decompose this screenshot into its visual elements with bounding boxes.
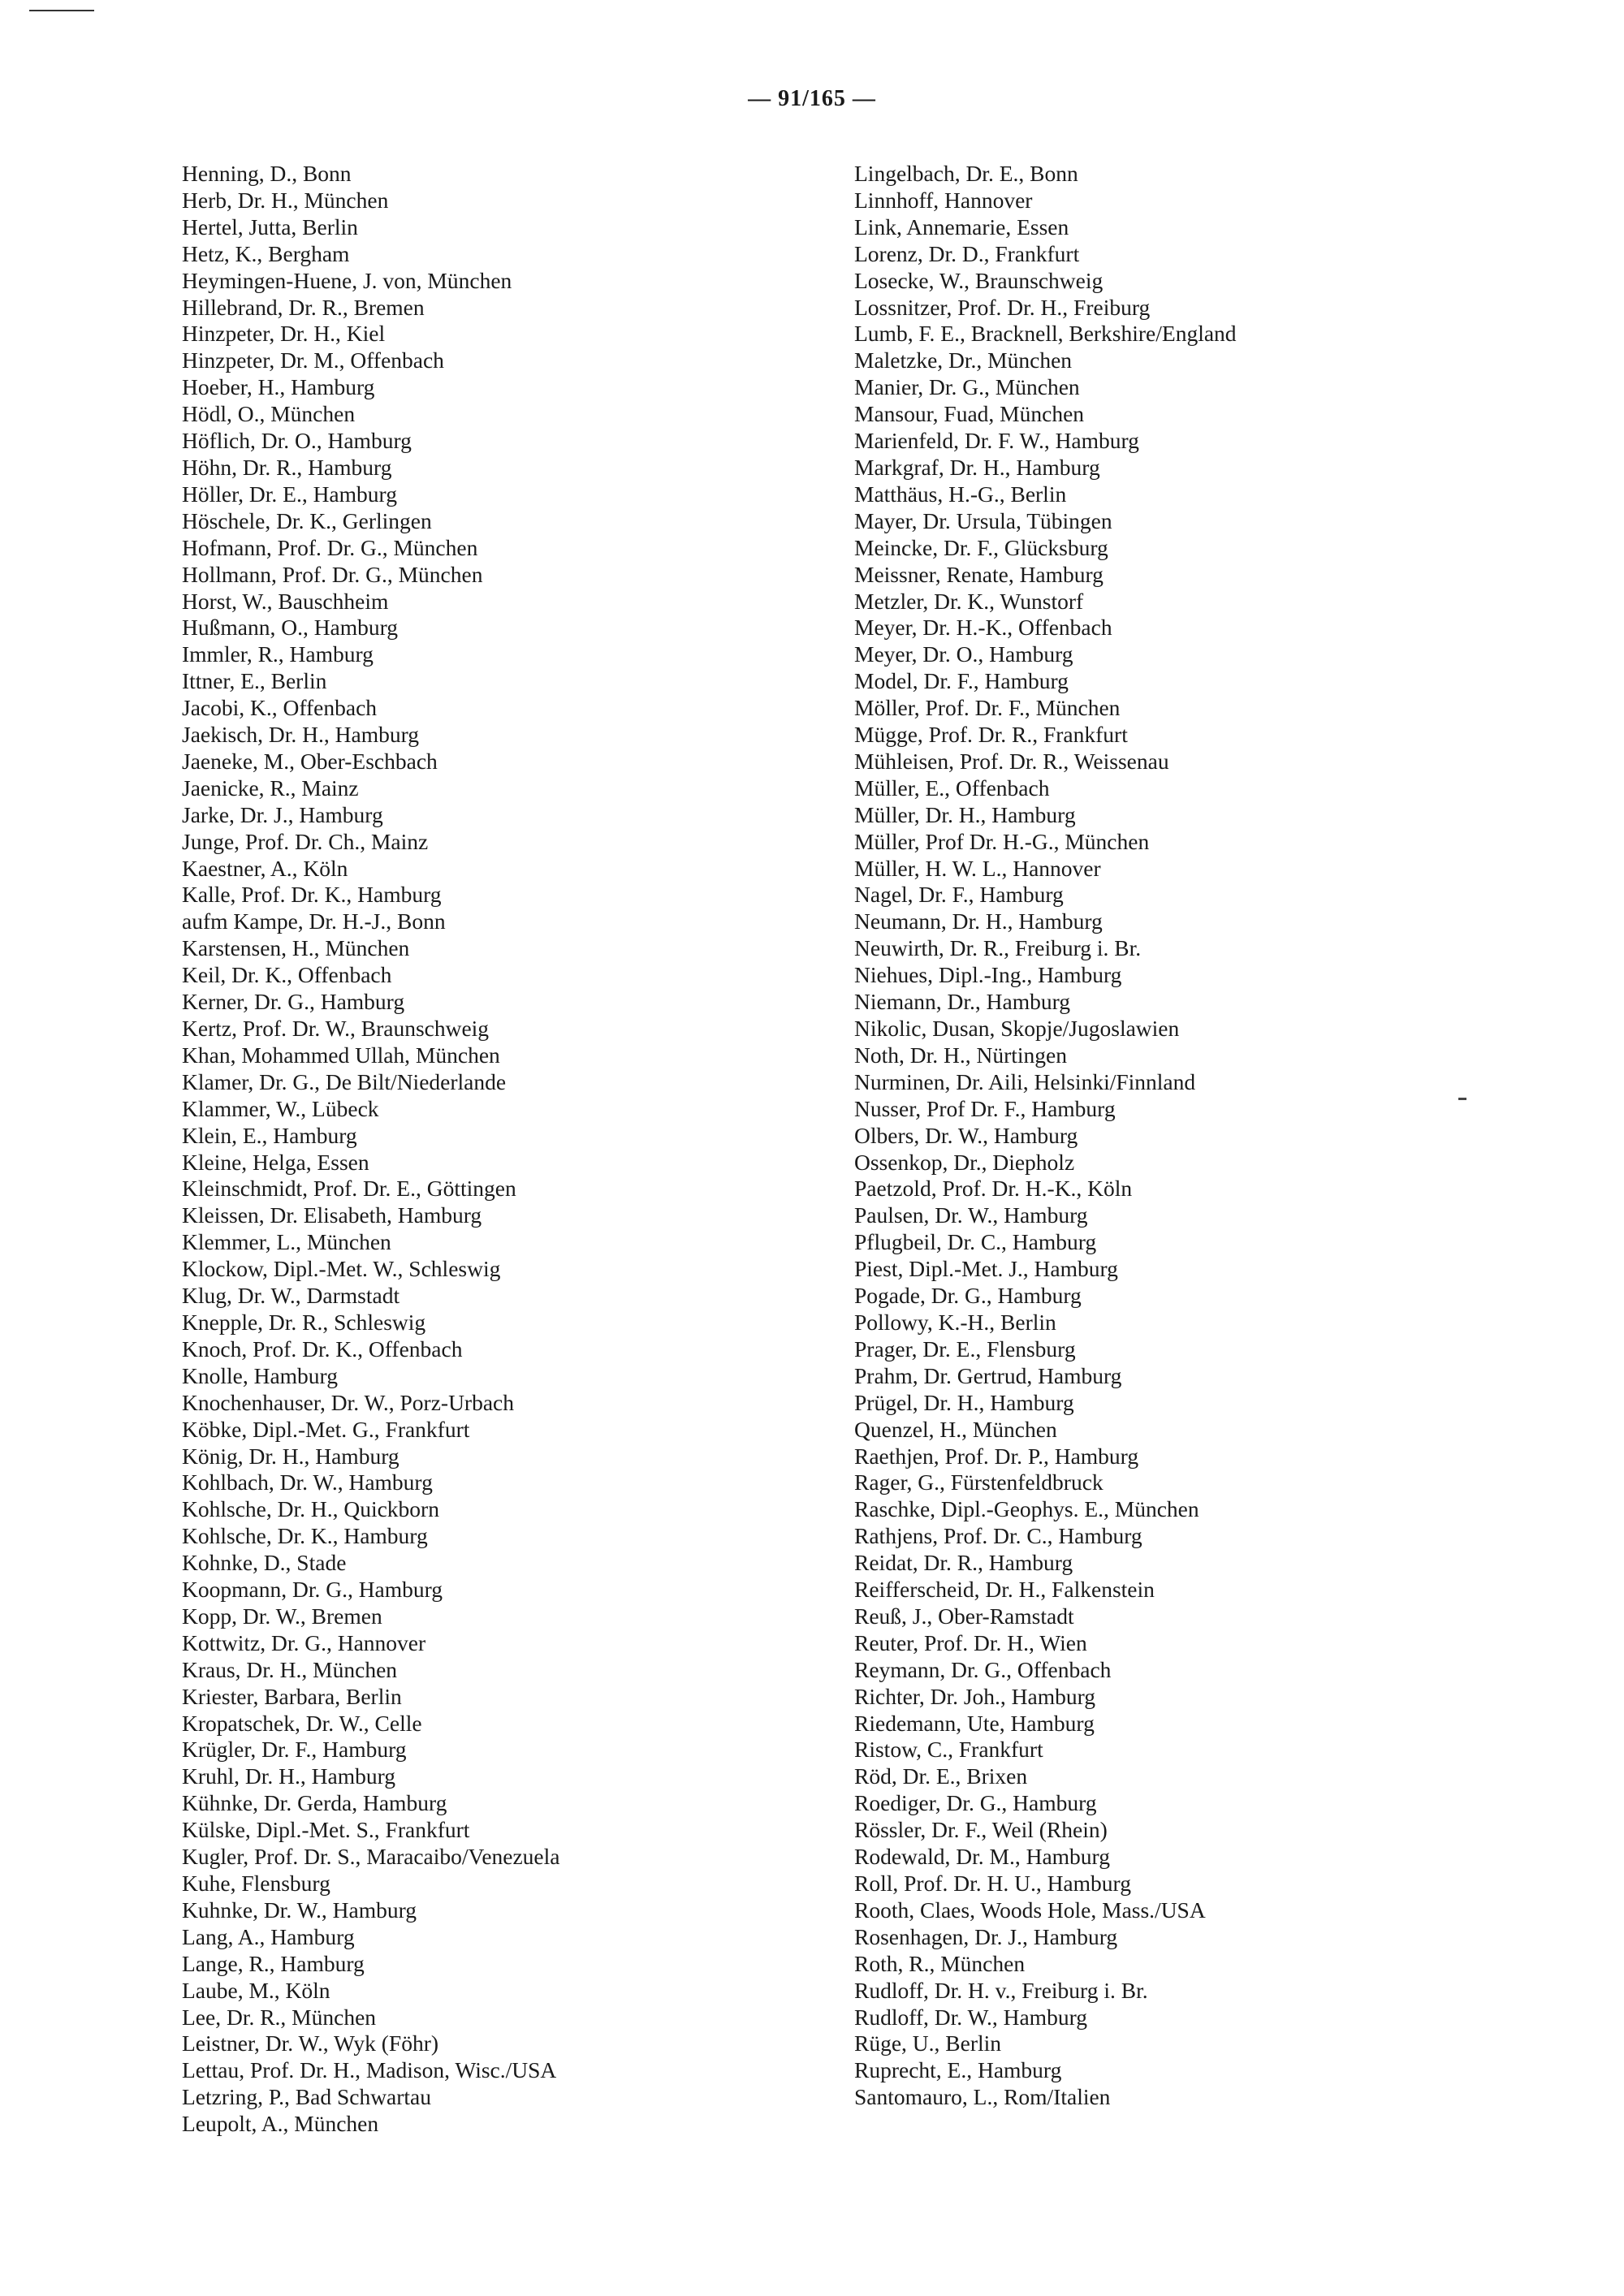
left-name-column bbox=[182, 161, 560, 2138]
name-entry: Reuß, J., Ober-Ramstadt bbox=[854, 1603, 1074, 1629]
name-entry: Neumann, Dr. H., Hamburg bbox=[854, 908, 1103, 934]
name-entry: Kopp, Dr. W., Bremen bbox=[182, 1603, 382, 1629]
name-entry: Pollowy, K.-H., Berlin bbox=[854, 1309, 1056, 1335]
name-entry: Lettau, Prof. Dr. H., Madison, Wisc./USA bbox=[182, 2057, 557, 2083]
name-entry: Niehues, Dipl.-Ing., Hamburg bbox=[854, 962, 1122, 988]
name-entry: Metzler, Dr. K., Wunstorf bbox=[854, 588, 1084, 614]
name-entry: Heymingen-Huene, J. von, München bbox=[182, 267, 512, 293]
name-entry: Prahm, Dr. Gertrud, Hamburg bbox=[854, 1362, 1122, 1388]
name-entry: Meincke, Dr. F., Glücksburg bbox=[854, 534, 1108, 560]
name-entry: Röd, Dr. E., Brixen bbox=[854, 1763, 1028, 1789]
name-entry: Rössler, Dr. F., Weil (Rhein) bbox=[854, 1817, 1108, 1843]
name-entry: Kugler, Prof. Dr. S., Maracaibo/Venezuela bbox=[182, 1844, 560, 1870]
name-entry: Prager, Dr. E., Flensburg bbox=[854, 1336, 1076, 1362]
name-entry: Prügel, Dr. H., Hamburg bbox=[854, 1389, 1074, 1415]
name-entry: Klamer, Dr. G., De Bilt/Niederlande bbox=[182, 1068, 507, 1094]
name-entry: Müller, H. W. L., Hannover bbox=[854, 855, 1101, 881]
name-entry: Kuhe, Flensburg bbox=[182, 1871, 330, 1896]
name-entry: Klockow, Dipl.-Met. W., Schleswig bbox=[182, 1256, 501, 1282]
name-entry: Reymann, Dr. G., Offenbach bbox=[854, 1656, 1112, 1682]
name-entry: Kropatschek, Dr. W., Celle bbox=[182, 1710, 422, 1736]
scan-rule-mark bbox=[29, 10, 94, 11]
name-entry: Jaeneke, M., Ober-Eschbach bbox=[182, 748, 438, 774]
name-entry: Kerner, Dr. G., Hamburg bbox=[182, 989, 405, 1015]
name-entry: Ittner, E., Berlin bbox=[182, 668, 327, 694]
name-entry: Riedemann, Ute, Hamburg bbox=[854, 1710, 1095, 1736]
name-entry: Marienfeld, Dr. F. W., Hamburg bbox=[854, 428, 1139, 454]
name-entry: Meyer, Dr. H.-K., Offenbach bbox=[854, 615, 1112, 641]
name-entry: Lumb, F. E., Bracknell, Berkshire/England bbox=[854, 321, 1237, 347]
name-entry: Höhn, Dr. R., Hamburg bbox=[182, 454, 392, 480]
name-entry: Horst, W., Bauschheim bbox=[182, 588, 389, 614]
name-entry: Pogade, Dr. G., Hamburg bbox=[854, 1283, 1082, 1309]
name-entry: Lorenz, Dr. D., Frankfurt bbox=[854, 240, 1080, 266]
name-entry: Höflich, Dr. O., Hamburg bbox=[182, 428, 412, 454]
name-entry: Richter, Dr. Joh., Hamburg bbox=[854, 1683, 1096, 1709]
name-entry: Mühleisen, Prof. Dr. R., Weissenau bbox=[854, 748, 1169, 774]
name-entry: Neuwirth, Dr. R., Freiburg i. Br. bbox=[854, 935, 1142, 961]
name-entry: Mansour, Fuad, München bbox=[854, 401, 1085, 427]
name-entry: Hetz, K., Bergham bbox=[182, 240, 350, 266]
name-entry: Mügge, Prof. Dr. R., Frankfurt bbox=[854, 722, 1128, 748]
name-entry: Jaenicke, R., Mainz bbox=[182, 775, 359, 801]
name-entry: Külske, Dipl.-Met. S., Frankfurt bbox=[182, 1817, 470, 1843]
name-entry: Laube, M., Köln bbox=[182, 1977, 330, 2003]
name-entry: Hoeber, H., Hamburg bbox=[182, 374, 375, 400]
name-entry: Lange, R., Hamburg bbox=[182, 1950, 365, 1976]
name-entry: Ruprecht, E., Hamburg bbox=[854, 2057, 1062, 2083]
name-entry: Rodewald, Dr. M., Hamburg bbox=[854, 1844, 1110, 1870]
name-entry: Roediger, Dr. G., Hamburg bbox=[854, 1790, 1097, 1816]
name-entry: Rager, G., Fürstenfeldbruck bbox=[854, 1470, 1104, 1495]
name-entry: Nikolic, Dusan, Skopje/Jugoslawien bbox=[854, 1016, 1180, 1041]
name-entry: Kuhnke, Dr. W., Hamburg bbox=[182, 1897, 417, 1923]
name-entry: Markgraf, Dr. H., Hamburg bbox=[854, 454, 1100, 480]
name-entry: Kruhl, Dr. H., Hamburg bbox=[182, 1763, 396, 1789]
name-entry: Kohlsche, Dr. H., Quickborn bbox=[182, 1496, 439, 1522]
name-entry: Mayer, Dr. Ursula, Tübingen bbox=[854, 507, 1112, 533]
name-entry: Kriester, Barbara, Berlin bbox=[182, 1683, 402, 1709]
name-entry: Paulsen, Dr. W., Hamburg bbox=[854, 1202, 1088, 1228]
name-entry: Klammer, W., Lübeck bbox=[182, 1095, 379, 1121]
name-entry: Koopmann, Dr. G., Hamburg bbox=[182, 1577, 443, 1603]
name-entry: Model, Dr. F., Hamburg bbox=[854, 668, 1069, 694]
name-entry: Knolle, Hamburg bbox=[182, 1362, 338, 1388]
name-entry: Santomauro, L., Rom/Italien bbox=[854, 2084, 1111, 2110]
name-entry: Lossnitzer, Prof. Dr. H., Freiburg bbox=[854, 294, 1151, 320]
name-entry: Matthäus, H.-G., Berlin bbox=[854, 481, 1067, 507]
name-entry: Roll, Prof. Dr. H. U., Hamburg bbox=[854, 1871, 1131, 1896]
name-entry: Link, Annemarie, Essen bbox=[854, 214, 1069, 240]
name-entry: Klein, E., Hamburg bbox=[182, 1122, 357, 1148]
name-entry: Rosenhagen, Dr. J., Hamburg bbox=[854, 1923, 1118, 1949]
name-entry: Klug, Dr. W., Darmstadt bbox=[182, 1283, 400, 1309]
name-entry: Khan, Mohammed Ullah, München bbox=[182, 1042, 500, 1068]
name-entry: Ristow, C., Frankfurt bbox=[854, 1737, 1043, 1763]
name-entry: Müller, Prof Dr. H.-G., München bbox=[854, 828, 1150, 854]
name-entry: Kleinschmidt, Prof. Dr. E., Göttingen bbox=[182, 1176, 516, 1202]
page-number: — 91/165 — bbox=[748, 86, 876, 111]
name-entry: Meissner, Renate, Hamburg bbox=[854, 561, 1104, 587]
name-entry: Kraus, Dr. H., München bbox=[182, 1656, 398, 1682]
name-entry: Maletzke, Dr., München bbox=[854, 347, 1073, 373]
name-entry: Leistner, Dr. W., Wyk (Föhr) bbox=[182, 2031, 439, 2056]
name-entry: Möller, Prof. Dr. F., München bbox=[854, 695, 1121, 721]
name-entry: Kohnke, D., Stade bbox=[182, 1550, 347, 1576]
name-entry: Krügler, Dr. F., Hamburg bbox=[182, 1737, 407, 1763]
name-entry: Höschele, Dr. K., Gerlingen bbox=[182, 507, 432, 533]
name-entry: Kohlbach, Dr. W., Hamburg bbox=[182, 1470, 433, 1495]
name-entry: Hofmann, Prof. Dr. G., München bbox=[182, 534, 478, 560]
name-entry: Henning, D., Bonn bbox=[182, 161, 352, 186]
name-entry: Rudloff, Dr. W., Hamburg bbox=[854, 2004, 1087, 2030]
name-entry: Knochenhauser, Dr. W., Porz-Urbach bbox=[182, 1389, 514, 1415]
right-name-column bbox=[854, 161, 1237, 2111]
margin-dash-mark bbox=[1458, 1098, 1466, 1100]
name-entry: Knepple, Dr. R., Schleswig bbox=[182, 1309, 426, 1335]
name-entry: Manier, Dr. G., München bbox=[854, 374, 1080, 400]
name-entry: Roth, R., München bbox=[854, 1950, 1026, 1976]
name-entry: König, Dr. H., Hamburg bbox=[182, 1443, 400, 1469]
name-entry: Kaestner, A., Köln bbox=[182, 855, 348, 881]
name-entry: Hillebrand, Dr. R., Bremen bbox=[182, 294, 425, 320]
name-entry: Nusser, Prof Dr. F., Hamburg bbox=[854, 1095, 1116, 1121]
name-entry: Niemann, Dr., Hamburg bbox=[854, 989, 1071, 1015]
name-entry: Kleissen, Dr. Elisabeth, Hamburg bbox=[182, 1202, 482, 1228]
name-entry: Herb, Dr. H., München bbox=[182, 187, 389, 213]
name-entry: Hinzpeter, Dr. H., Kiel bbox=[182, 321, 386, 347]
name-entry: Hollmann, Prof. Dr. G., München bbox=[182, 561, 483, 587]
name-entry: aufm Kampe, Dr. H.-J., Bonn bbox=[182, 908, 446, 934]
name-entry: Losecke, W., Braunschweig bbox=[854, 267, 1104, 293]
name-entry: Nurminen, Dr. Aili, Helsinki/Finnland bbox=[854, 1068, 1196, 1094]
name-entry: Köbke, Dipl.-Met. G., Frankfurt bbox=[182, 1416, 470, 1442]
name-entry: Rooth, Claes, Woods Hole, Mass./USA bbox=[854, 1897, 1206, 1923]
name-entry: Immler, R., Hamburg bbox=[182, 641, 374, 667]
name-entry: Ossenkop, Dr., Diepholz bbox=[854, 1149, 1075, 1175]
name-entry: Raschke, Dipl.-Geophys. E., München bbox=[854, 1496, 1199, 1522]
name-entry: Olbers, Dr. W., Hamburg bbox=[854, 1122, 1078, 1148]
name-entry: Reuter, Prof. Dr. H., Wien bbox=[854, 1629, 1087, 1655]
name-entry: Knoch, Prof. Dr. K., Offenbach bbox=[182, 1336, 463, 1362]
name-entry: Kohlsche, Dr. K., Hamburg bbox=[182, 1523, 428, 1549]
name-entry: Reidat, Dr. R., Hamburg bbox=[854, 1550, 1073, 1576]
name-entry: Lang, A., Hamburg bbox=[182, 1923, 355, 1949]
name-entry: Müller, E., Offenbach bbox=[854, 775, 1050, 801]
name-entry: Kleine, Helga, Essen bbox=[182, 1149, 369, 1175]
name-entry: Reifferscheid, Dr. H., Falkenstein bbox=[854, 1577, 1155, 1603]
name-entry: Meyer, Dr. O., Hamburg bbox=[854, 641, 1073, 667]
name-entry: Quenzel, H., München bbox=[854, 1416, 1057, 1442]
name-entry: Kalle, Prof. Dr. K., Hamburg bbox=[182, 882, 442, 908]
name-entry: Kottwitz, Dr. G., Hannover bbox=[182, 1629, 426, 1655]
name-entry: Keil, Dr. K., Offenbach bbox=[182, 962, 392, 988]
name-entry: Hinzpeter, Dr. M., Offenbach bbox=[182, 347, 444, 373]
name-entry: Raethjen, Prof. Dr. P., Hamburg bbox=[854, 1443, 1139, 1469]
name-entry: Lingelbach, Dr. E., Bonn bbox=[854, 161, 1078, 186]
name-entry: Jacobi, K., Offenbach bbox=[182, 695, 378, 721]
name-entry: Hödl, O., München bbox=[182, 401, 356, 427]
name-entry: Kühnke, Dr. Gerda, Hamburg bbox=[182, 1790, 447, 1816]
name-entry: Jaekisch, Dr. H., Hamburg bbox=[182, 722, 420, 748]
name-entry: Nagel, Dr. F., Hamburg bbox=[854, 882, 1064, 908]
name-entry: Rüge, U., Berlin bbox=[854, 2031, 1002, 2056]
name-entry: Linnhoff, Hannover bbox=[854, 187, 1033, 213]
name-entry: Leupolt, A., München bbox=[182, 2111, 379, 2137]
name-entry: Letzring, P., Bad Schwartau bbox=[182, 2084, 432, 2110]
name-entry: Junge, Prof. Dr. Ch., Mainz bbox=[182, 828, 429, 854]
name-entry: Hußmann, O., Hamburg bbox=[182, 615, 399, 641]
name-entry: Karstensen, H., München bbox=[182, 935, 410, 961]
name-entry: Pflugbeil, Dr. C., Hamburg bbox=[854, 1229, 1097, 1255]
name-entry: Höller, Dr. E., Hamburg bbox=[182, 481, 397, 507]
name-entry: Hertel, Jutta, Berlin bbox=[182, 214, 358, 240]
name-entry: Jarke, Dr. J., Hamburg bbox=[182, 801, 383, 827]
name-entry: Rathjens, Prof. Dr. C., Hamburg bbox=[854, 1523, 1142, 1549]
name-entry: Lee, Dr. R., München bbox=[182, 2004, 377, 2030]
name-entry: Rudloff, Dr. H. v., Freiburg i. Br. bbox=[854, 1977, 1148, 2003]
name-entry: Noth, Dr. H., Nürtingen bbox=[854, 1042, 1067, 1068]
name-entry: Müller, Dr. H., Hamburg bbox=[854, 801, 1076, 827]
name-entry: Paetzold, Prof. Dr. H.-K., Köln bbox=[854, 1176, 1133, 1202]
name-entry: Kertz, Prof. Dr. W., Braunschweig bbox=[182, 1016, 490, 1041]
name-entry: Piest, Dipl.-Met. J., Hamburg bbox=[854, 1256, 1118, 1282]
name-entry: Klemmer, L., München bbox=[182, 1229, 391, 1255]
